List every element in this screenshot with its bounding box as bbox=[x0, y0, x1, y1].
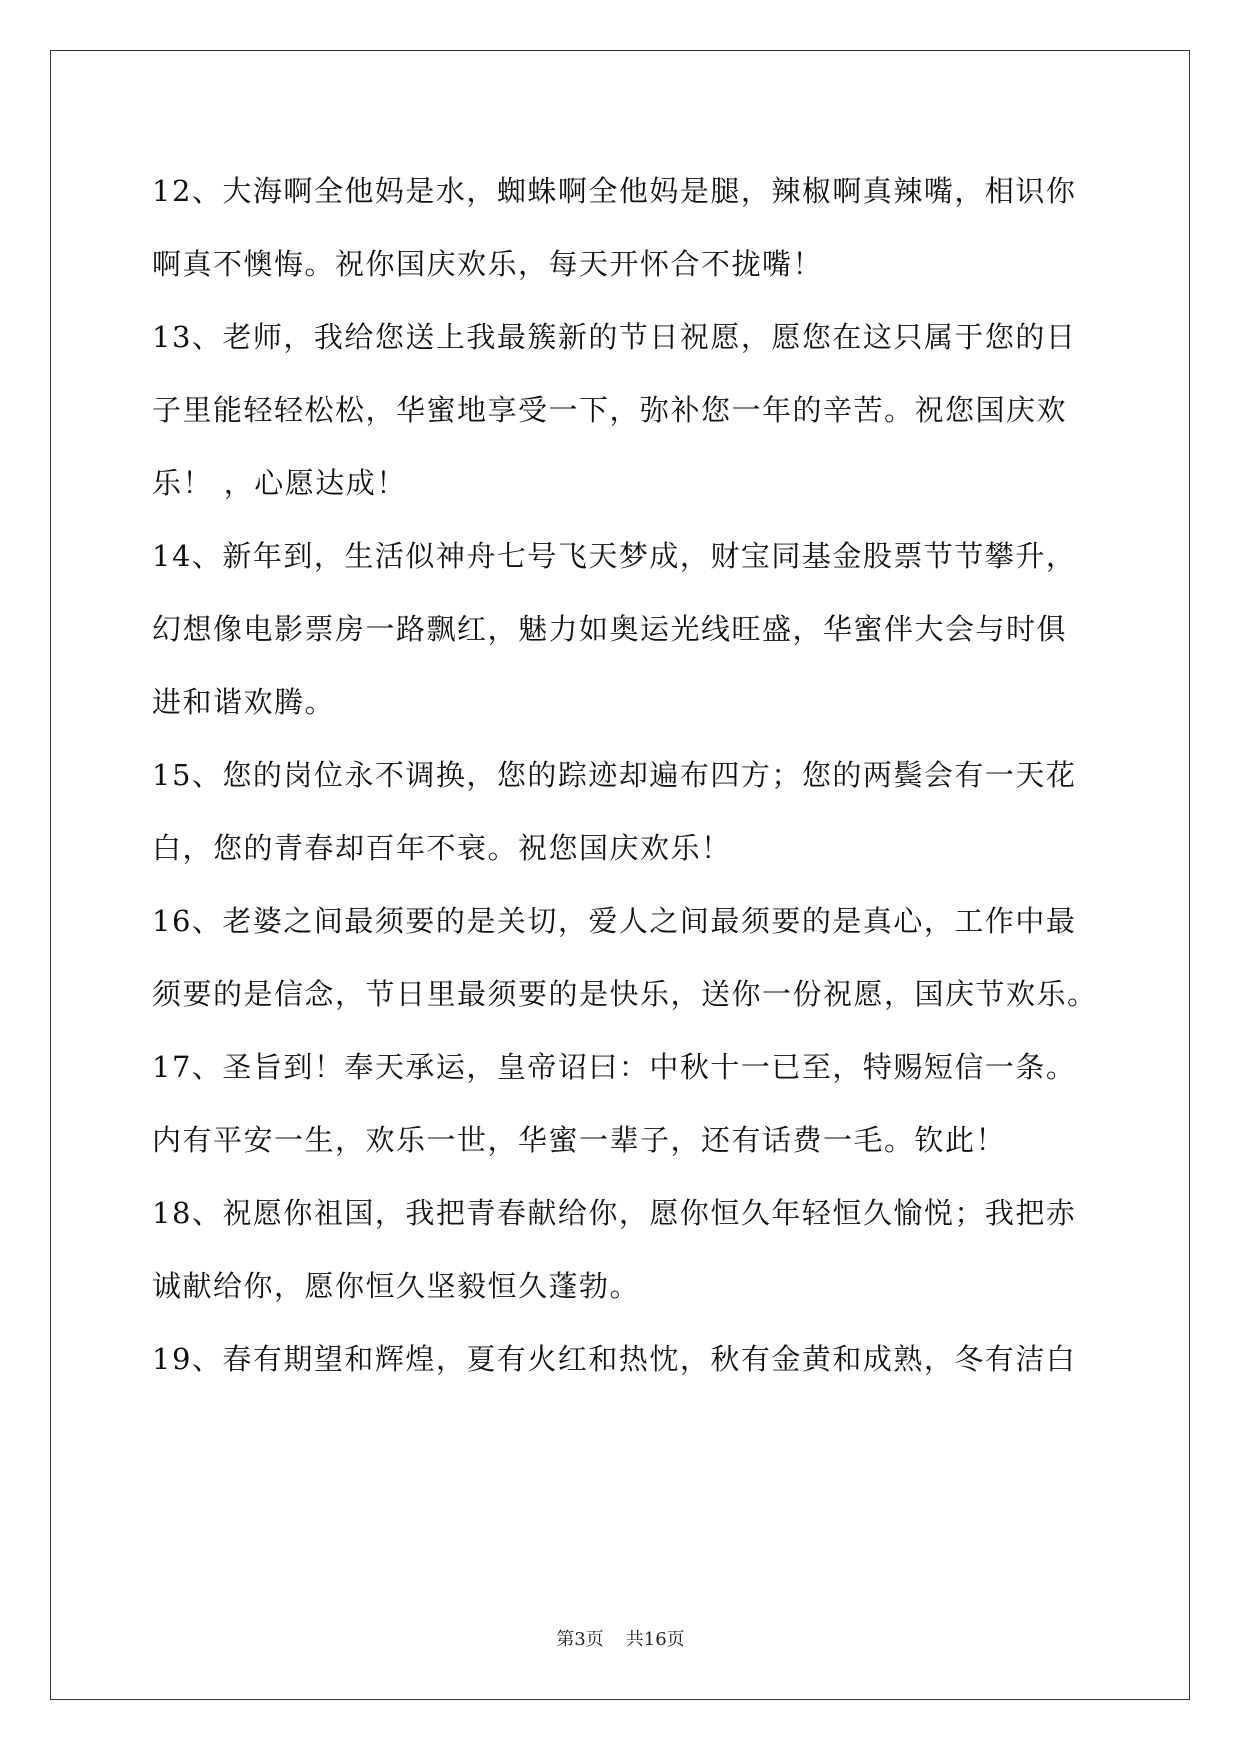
text-line: 子里能轻轻松松，华蜜地享受一下，弥补您一年的辛苦。祝您国庆欢 bbox=[152, 393, 1068, 427]
text-line: 14、新年到，生活似神舟七号飞天梦成，财宝同基金股票节节攀升， bbox=[152, 539, 1077, 573]
text-line: 幻想像电影票房一路飘红，魅力如奥运光线旺盛，华蜜伴大会与时俱 bbox=[152, 612, 1068, 646]
text-line: 乐！ ，心愿达成！ bbox=[152, 466, 407, 500]
text-line: 19、春有期望和辉煌，夏有火红和热忱，秋有金黄和成熟，冬有洁白 bbox=[152, 1342, 1077, 1376]
text-line: 啊真不懊悔。祝你国庆欢乐，每天开怀合不拢嘴！ bbox=[152, 247, 824, 281]
text-line: 须要的是信念，节日里最须要的是快乐，送你一份祝愿，国庆节欢乐。 bbox=[152, 977, 1098, 1011]
text-line: 13、老师，我给您送上我最簇新的节日祝愿，愿您在这只属于您的日 bbox=[152, 320, 1077, 354]
text-line: 诚献给你，愿你恒久坚毅恒久蓬勃。 bbox=[152, 1269, 641, 1303]
page-footer bbox=[0, 1625, 1241, 1651]
text-line: 12、大海啊全他妈是水，蜘蛛啊全他妈是腿，辣椒啊真辣嘴，相识你 bbox=[152, 174, 1077, 208]
page-number-total: 共16页 bbox=[625, 1629, 685, 1650]
text-line: 内有平安一生，欢乐一世，华蜜一辈子，还有话费一毛。钦此！ bbox=[152, 1123, 1007, 1157]
text-line: 白，您的青春却百年不衰。祝您国庆欢乐！ bbox=[152, 831, 732, 865]
text-line: 17、圣旨到！奉天承运，皇帝诏曰：中秋十一已至，特赐短信一条。 bbox=[152, 1050, 1077, 1084]
document-body bbox=[152, 155, 1112, 1396]
text-line: 16、老婆之间最须要的是关切，爱人之间最须要的是真心，工作中最 bbox=[152, 904, 1077, 938]
text-line: 15、您的岗位永不调换，您的踪迹却遍布四方；您的两鬓会有一天花 bbox=[152, 758, 1077, 792]
page-number-current: 第3页 bbox=[556, 1629, 604, 1650]
text-line: 18、祝愿你祖国，我把青春献给你，愿你恒久年轻恒久愉悦；我把赤 bbox=[152, 1196, 1077, 1230]
text-line: 进和谐欢腾。 bbox=[152, 685, 336, 719]
